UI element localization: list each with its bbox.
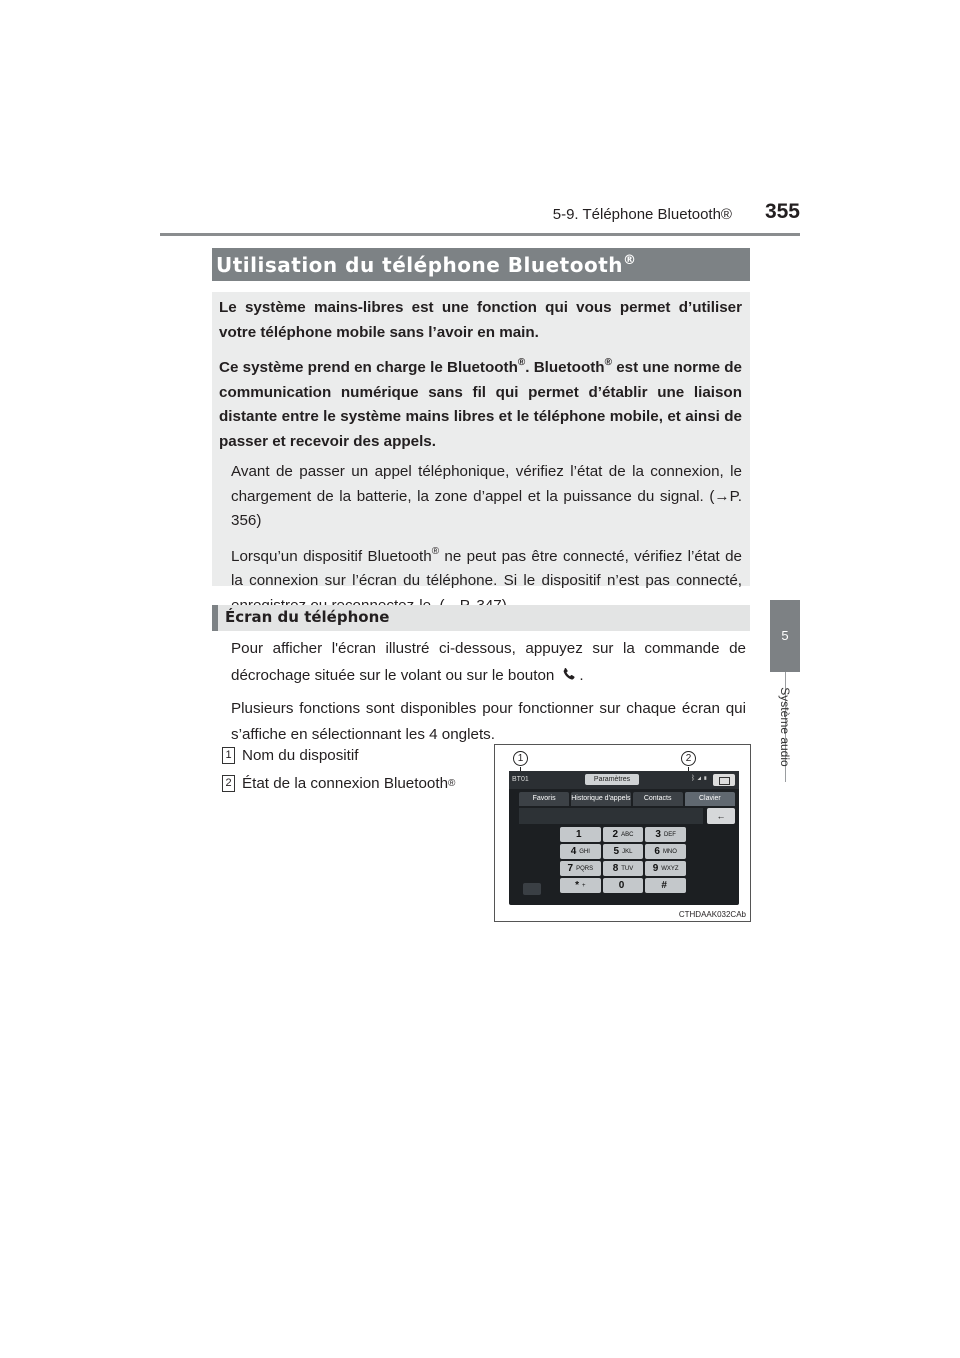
tab-contacts[interactable]: Contacts xyxy=(633,792,683,806)
key-star[interactable]: * + xyxy=(560,878,601,893)
body-p1-text: Pour afficher l'écran illustré ci-dessous, appuyez sur la commande de décrochage située sur le volant ou sur le bouton xyxy=(231,640,746,684)
key-8[interactable]: 8 TUV xyxy=(603,861,644,876)
mail-icon[interactable] xyxy=(713,774,735,786)
number-display xyxy=(519,808,703,824)
page-header xyxy=(484,200,800,230)
chapter-tab xyxy=(770,600,800,672)
intro-p2-text-a: Ce système prend en charge le Bluetooth xyxy=(219,359,518,376)
intro-note-1: Avant de passer un appel téléphonique, vérifiez l’état de la connexion, le chargement de la batterie, la zone d’appel et la puissance du signal. (→P. 356) xyxy=(231,463,742,529)
page-number: 355 xyxy=(764,200,800,223)
chapter-number: 5 xyxy=(781,628,789,643)
figure-marker-2: 2 xyxy=(681,751,696,766)
intro-box xyxy=(212,292,750,589)
header-rule xyxy=(160,233,800,236)
screen-tabs xyxy=(519,792,735,806)
registered-mark: ® xyxy=(623,253,637,268)
chapter-label: Système audio xyxy=(778,687,792,767)
intro-p2-text-b: . Bluetooth xyxy=(525,359,605,376)
figure-marker-1: 1 xyxy=(513,751,528,766)
figure-code: CTHDAAK032CAb xyxy=(678,910,746,919)
section-heading: Écran du téléphone xyxy=(212,605,750,631)
key-5[interactable]: 5 JKL xyxy=(603,844,644,859)
key-hash[interactable]: # xyxy=(645,878,686,893)
callout-item xyxy=(222,741,455,769)
screen-side-control xyxy=(523,883,541,895)
page-title-text: Utilisation du téléphone Bluetooth xyxy=(216,253,623,277)
tab-favorites[interactable]: Favoris xyxy=(519,792,569,806)
section-label: 5-9. Téléphone Bluetooth® xyxy=(552,206,732,223)
key-2[interactable]: 2 ABC xyxy=(603,827,644,842)
phone-screen-figure xyxy=(494,744,751,922)
key-6[interactable]: 6 MNO xyxy=(645,844,686,859)
back-button[interactable]: ← xyxy=(707,808,735,824)
intro-paragraph-2 xyxy=(219,351,742,454)
callout-item xyxy=(222,769,455,797)
callout-text: Nom du dispositif xyxy=(242,746,359,764)
bluetooth-status-icon: ᛒ ◢ ▮ xyxy=(691,775,708,782)
body-text xyxy=(231,635,746,747)
callout-number: 2 xyxy=(222,775,235,792)
key-3[interactable]: 3 DEF xyxy=(645,827,686,842)
device-name: BT01 xyxy=(512,776,529,783)
settings-button[interactable]: Paramètres xyxy=(585,774,639,785)
body-paragraph-1 xyxy=(231,635,746,689)
key-7[interactable]: 7 PQRS xyxy=(560,861,601,876)
key-4[interactable]: 4 GHI xyxy=(560,844,601,859)
keypad xyxy=(560,827,686,893)
registered-mark: ® xyxy=(604,357,612,368)
intro-note2-text-b: ne peut pas être connecté, vérifiez l’état de la connexion sur l’écran du téléphone. Si le dispositif n’est pas connecté, xyxy=(231,547,742,589)
tab-call-history[interactable]: Historique d'appels xyxy=(571,792,630,806)
callout-number: 1 xyxy=(222,747,235,764)
callout-text: État de la connexion Bluetooth xyxy=(242,774,449,792)
key-1[interactable]: 1 xyxy=(560,827,601,842)
registered-mark: ® xyxy=(448,777,456,789)
registered-mark: ® xyxy=(431,545,440,557)
screen-top-bar xyxy=(509,771,739,789)
intro-note2-text-a: Lorsqu’un dispositif Bluetooth xyxy=(231,547,432,565)
intro-paragraph-1: Le système mains-libres est une fonction qui vous permet d’utiliser votre téléphone mobile sans l’avoir en main. xyxy=(219,299,742,341)
key-9[interactable]: 9 WXYZ xyxy=(645,861,686,876)
registered-mark: ® xyxy=(517,357,526,368)
body-paragraph-2: Plusieurs fonctions sont disponibles pour fonctionner sur chaque écran qui s’affiche en sélectionnant les 4 onglets. xyxy=(231,700,746,743)
phone-screen xyxy=(509,771,739,905)
callout-list xyxy=(222,741,455,797)
page-title xyxy=(212,248,750,281)
key-0[interactable]: 0 xyxy=(603,878,644,893)
intro-p2-text-c: est une norme de communication numérique sans fil qui permet d’établir une liaison distante entre le système mains libres et le téléphone mobile, et ainsi de passer et recevoir des appels. xyxy=(219,359,742,450)
tab-keypad[interactable]: Clavier xyxy=(685,792,735,806)
phone-icon xyxy=(562,667,576,681)
body-p1-end: . xyxy=(579,667,584,684)
